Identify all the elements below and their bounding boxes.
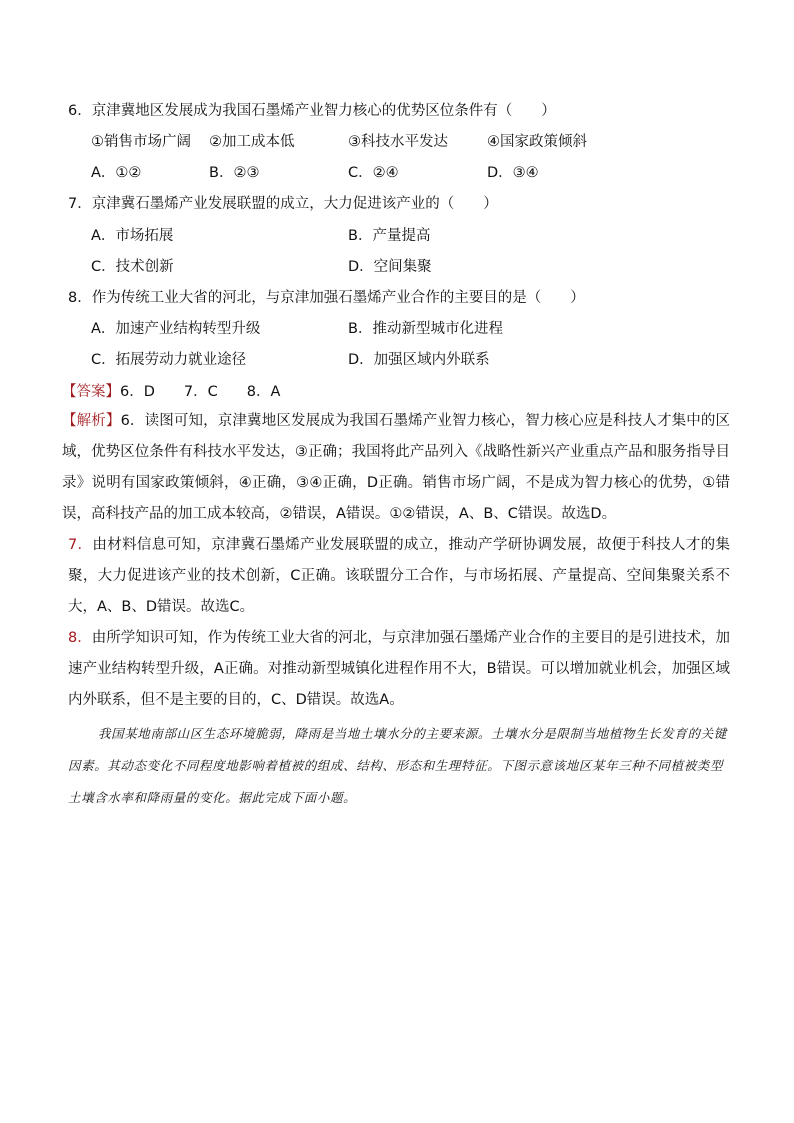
analysis-q8-number: 8．: [68, 630, 92, 646]
analysis-q6-number: 6．: [120, 413, 145, 429]
analysis-q8: [68, 623, 730, 716]
question-8-option-a: A．加速产业结构转型升级: [91, 321, 261, 337]
analysis-q6-text: 读图可知，京津冀地区发展成为我国石墨烯产业智力核心，智力核心应是科技人才集中的区域，优势区位条件有科技水平发达，③正确；我国将此产品列入《战略性新兴产业重点产品和服务指导目录》说明有国家政策倾斜，④正确，③④正确，D正确。销售市场广阔，不是成为智力核心的优势，①错误，高科技产品的加工成本较高，②错误，A错误。①②错误，A、B、C错误。故选D。: [62, 413, 731, 522]
analysis-q7: [68, 530, 730, 623]
answer-text: 6．D 7．C 8．A: [120, 384, 281, 400]
analysis-q7-text: 由材料信息可知，京津冀石墨烯产业发展联盟的成立，推动产学研协调发展，故便于科技人才的集聚，大力促进该产业的技术创新，C正确。该联盟分工合作，与市场拓展、产量提高、空间集聚关系不大，A、B、D错误。故选C。: [68, 537, 730, 615]
question-7-option-c: C．技术创新: [91, 259, 174, 275]
question-8-option-d: D．加强区域内外联系: [348, 352, 490, 368]
question-8-stem: 8．作为传统工业大省的河北，与京津加强石墨烯产业合作的主要目的是（ ）: [68, 290, 585, 306]
question-6-option-c: C．②④: [348, 165, 399, 181]
question-6-item-1: ①销售市场广阔: [91, 134, 191, 150]
analysis-label: 【解析】: [62, 413, 121, 429]
question-7-option-b: B．产量提高: [348, 228, 431, 244]
material-paragraph: 我国某地南部山区生态环境脆弱，降雨是当地土壤水分的主要来源。土壤水分是限制当地植物生长发育的关键因素。其动态变化不同程度地影响着植被的组成、结构、形态和生理特征。下图示意该地区某年三种不同植被类型土壤含水率和降雨量的变化。据此完成下面小题。: [68, 726, 727, 805]
question-6-item-2: ②加工成本低: [209, 134, 295, 150]
question-6-item-3: ③科技水平发达: [348, 134, 448, 150]
question-8-option-c: C．拓展劳动力就业途径: [91, 352, 247, 368]
analysis-q7-number: 7．: [68, 537, 93, 553]
question-7-option-a: A．市场拓展: [91, 228, 174, 244]
analysis-q8-text: 由所学知识可知，作为传统工业大省的河北，与京津加强石墨烯产业合作的主要目的是引进技术，加速产业结构转型升级，A正确。对推动新型城镇化进程作用不大，B错误。可以增加就业机会，加强区域内外联系，但不是主要的目的，C、D错误。故选A。: [68, 630, 730, 708]
question-7-stem: 7．京津冀石墨烯产业发展联盟的成立，大力促进该产业的（ ）: [68, 196, 498, 212]
answer-label: 【答案】: [62, 384, 120, 400]
question-6-option-a: A．①②: [91, 165, 142, 181]
question-6-option-d: D．③④: [487, 165, 539, 181]
answer-line: [62, 382, 280, 402]
question-7-option-d: D．空间集聚: [348, 259, 432, 275]
analysis-q6: [62, 406, 730, 530]
question-6-option-b: B．②③: [209, 165, 260, 181]
question-6-stem: 6．京津冀地区发展成为我国石墨烯产业智力核心的优势区位条件有（ ）: [68, 103, 556, 119]
question-8-option-b: B．推动新型城市化进程: [348, 321, 503, 337]
question-6-item-4: ④国家政策倾斜: [487, 134, 587, 150]
